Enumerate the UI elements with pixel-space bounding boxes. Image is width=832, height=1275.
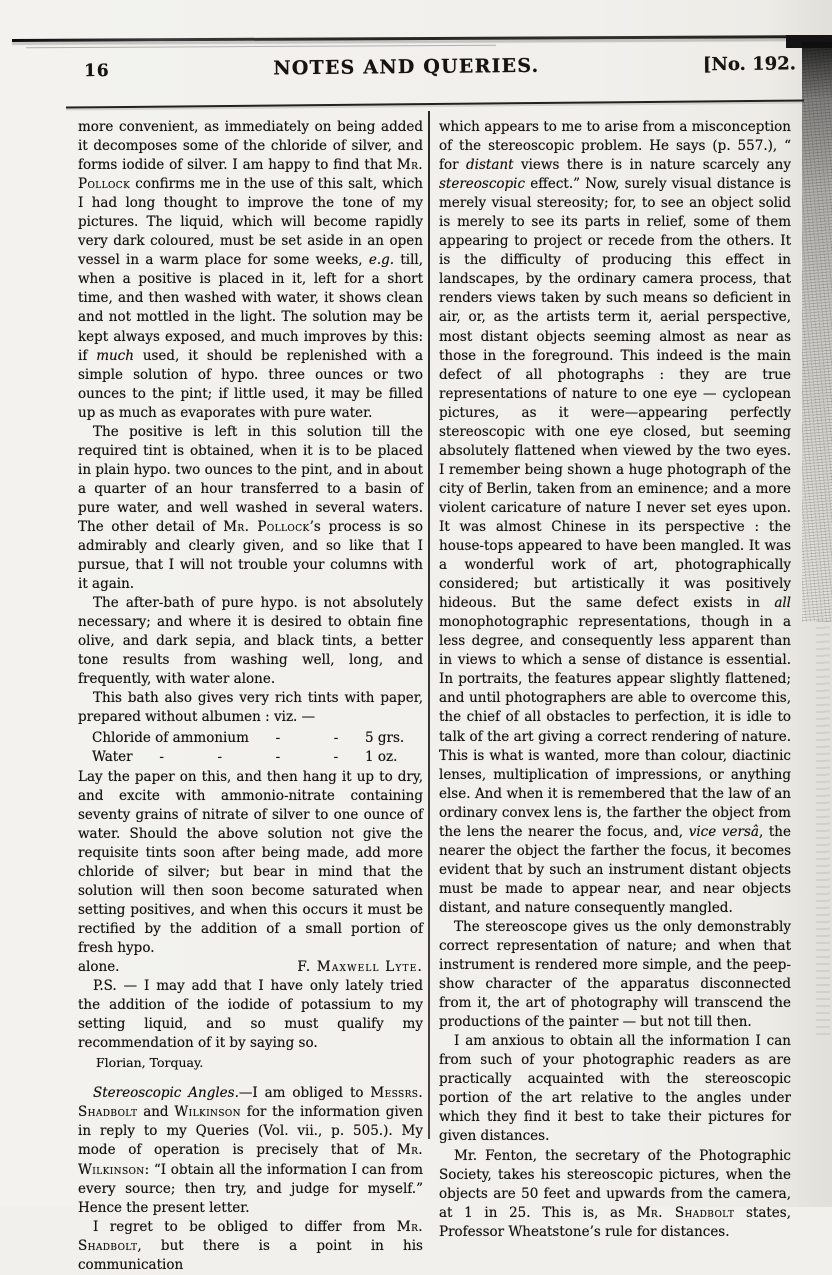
body-text: alone.	[78, 959, 120, 976]
signature-line	[78, 958, 423, 977]
italic-text: all	[774, 595, 791, 612]
paragraph	[439, 1147, 791, 1242]
body-text: which appears to me to arise from a misconception of the stereoscopic problem. He says (p. 557.), “ for	[439, 119, 791, 174]
paragraph	[439, 1032, 791, 1146]
paragraph	[78, 1218, 423, 1275]
smallcaps-name: Wilkinson	[174, 1104, 241, 1121]
header-rule	[66, 99, 804, 108]
newspaper-title: NOTES AND QUERIES.	[273, 54, 540, 80]
body-text: This bath also gives very rich tints with paper, prepared without albumen : viz. —	[78, 690, 423, 726]
ingredient-quantity: 1 oz.	[365, 748, 398, 765]
leader-dash: -	[333, 729, 339, 746]
paragraph	[78, 689, 423, 727]
body-text: till, when a positive is placed in it, left for a short time, and then washed with water, it shows clean and not mottled in the light. The solution may be kept always exposed, and much improves by this: if	[78, 252, 423, 364]
paragraph	[78, 768, 423, 958]
body-text: , but there is a point in his communication	[78, 1237, 423, 1273]
italic-text: distant	[466, 157, 514, 174]
italic-text: much	[96, 347, 134, 364]
leader-dash: -	[275, 748, 281, 765]
leader-dash: -	[275, 729, 281, 746]
body-text: Lay the paper on this, and then hang it up to dry, and excite with ammonio-nitrate containing seventy grains of nitrate of silver to one ounce of water. Should the above solution not give the requisite tints soon after being made, add more chloride of silver; but bear in mind that the solution will then soon become saturated when setting positives, and when this occurs it must be rectified by the addition of a small portion of fresh hypo.	[78, 768, 423, 957]
body-text: P.S. — I may add that I have only lately tried the addition of the iodide of potassium to my setting liquid, and so must qualify my recommendation of it by saying so.	[78, 978, 423, 1052]
body-text: states, Professor Wheatstone’s rule for distances.	[439, 1204, 792, 1240]
recipe-row	[92, 748, 421, 767]
page-number: 16	[83, 60, 110, 82]
paragraph	[439, 918, 791, 1032]
italic-text: stereoscopic	[439, 176, 526, 193]
column-left	[78, 118, 423, 1275]
smallcaps-name: Mr. Pollock	[78, 157, 423, 193]
smallcaps-name: Messrs. Shadbolt	[78, 1085, 424, 1121]
body-text: effect.” Now, surely visual distance is merely visual stereosity; for, to see an object solid is merely to see its parts in relief, some of them appearing to project or recede from the others. It is the difficulty of producing this effect in landscapes, by the ordinary camera process, that renders views taken by such means so deficient in air, or, as the artists term it, aerial perspective, most distant objects seeming almost as near as those in the foreground. This indeed is the main defect of all photographs : they are true representations of nature to one eye — cyclopean pictures, as it were—appearing perfectly stereoscopic with one eye closed, but seeming absolutely flattened when viewed by the two eyes. I remember being shown a huge photograph of the city of Berlin, taken from an eminence; and a more violent caricature of nature I never set eyes upon. It was almost Chinese in its perspective : the house-tops appeared to have been mangled. It was a wonderful work of art, photographically considered; but artistically it was positively hideous. But the same defect exists in	[439, 176, 791, 612]
body-text: I regret to be obliged to differ from	[93, 1218, 397, 1235]
body-text: The positive is left in this solution till the required tint is obtained, when it is to be placed in plain hypo. two ounces to the pint, and in about a quarter of an hour transferred to a basin of pure water, and well washed in several waters. The other detail of	[78, 423, 423, 535]
body-text: Mr. Fenton, the secretary of the Photographic Society, takes his stereoscopic pictures, when the objects are 50 feet and upwards from the camera, at 1 in 25. This is, as	[439, 1147, 791, 1221]
body-text: confirms me in the use of this salt, which I had long thought to improve the tone of my pictures. The liquid, which will become rapidly very dark coloured, must be set aside in an open vessel in a warm place for some weeks,	[78, 176, 423, 269]
scan-artifact-top-edge-faint	[26, 45, 496, 48]
paragraph	[78, 118, 423, 423]
body-text: monophotographic representations, though in a less degree, and consequently less apparent than in views to which a sense of distance is essential. In portraits, the features appear slightly flattened; and until photographers are able to overcome this, the chief of all obstacles to perfection, it is idle to talk of the art giving a correct rendering of nature. This is what is wanted, more than colour, diactinic lenses, multiplication of impressions, or anything else. And when it is remembered that the law of an ordinary convex lens is, the farther the object from the lens the nearer the focus, and,	[439, 614, 791, 840]
page-header	[0, 52, 832, 82]
body-text: views there is in nature scarcely any	[513, 157, 791, 174]
scan-artifact-gutter-speckle	[816, 620, 830, 1040]
paragraph	[78, 977, 423, 1053]
smallcaps-name: Mr. Pollock	[223, 518, 310, 535]
body-text: and	[137, 1104, 175, 1121]
paragraph	[78, 594, 423, 689]
scan-artifact-top-edge	[12, 35, 830, 42]
body-text: —I am obliged to	[238, 1085, 371, 1102]
italic-text: Stereoscopic Angles.	[93, 1085, 239, 1102]
issue-number: [No. 192.	[702, 53, 797, 76]
body-text: The after-bath of pure hypo. is not absolutely necessary; and where it is desired to obtain fine olive, and dark sepia, and black tints, a better tone results from washing well, long, and frequently, with water alone.	[78, 595, 423, 688]
paragraph	[439, 118, 791, 918]
body-text: I am anxious to obtain all the information I can from such of your photographic readers as are practically acquainted with the stereoscopic portion of the art relative to the angles under which they find it best to take their pictures for given distances.	[439, 1033, 791, 1145]
column-right	[439, 118, 791, 1275]
smallcaps-name: Mr. Shadbolt	[636, 1204, 735, 1221]
smallcaps-name: Mr. Wilkinson	[78, 1142, 423, 1178]
paragraph	[78, 423, 423, 594]
body-text: , the nearer the object the farther the focus, it becomes evident that by such an instrument distant objects must be made to appear near, and near objects distant, and nature consequently mangled.	[439, 823, 791, 916]
scan-artifact-gutter-shadow	[802, 42, 832, 622]
ingredient-name: Water	[92, 748, 133, 765]
paragraph	[78, 1084, 423, 1217]
body-text: for the information given in reply to my Queries (Vol. vii., p. 505.). My mode of operation is precisely that of	[78, 1104, 423, 1159]
italic-text: e.g.	[368, 252, 395, 269]
leader-dash: -	[333, 748, 339, 765]
text-columns	[78, 118, 791, 1275]
ingredient-name: Chloride of ammonium	[92, 729, 249, 746]
recipe-row	[92, 729, 421, 748]
italic-text: vice versâ	[688, 823, 759, 840]
body-text: The stereoscope gives us the only demonstrably correct representation of nature; and when that instrument is rendered more simple, and the peep-show character of the apparatus disconnected from it, the art of photography will transcend the productions of the painter — but not till then.	[439, 918, 791, 1031]
smallcaps-name: Mr. Shadbolt	[78, 1218, 423, 1254]
recipe-table	[92, 729, 421, 767]
ingredient-quantity: 5 grs.	[365, 729, 405, 746]
author-signature: F. Maxwell Lyte.	[297, 959, 423, 976]
leader-dash: -	[159, 748, 164, 765]
body-text: ’s process is so admirably and clearly given, and so like that I pursue, that I will not trouble your columns with it again.	[78, 518, 423, 593]
author-location: Florian, Torquay.	[96, 1055, 204, 1071]
leader-dash: -	[217, 748, 223, 765]
body-text: more convenient, as immediately on being added it decomposes some of the chloride of silver, and forms iodide of silver. I am happy to find that	[78, 119, 423, 174]
body-text: : “I obtain all the information I can from every source; then try, and judge for myself.” Hence the present letter.	[78, 1161, 423, 1216]
body-text: used, it should be replenished with a simple solution of hypo. three ounces or two ounces to the pint; if little used, it may be filled up as much as evaporates with pure water.	[78, 347, 424, 421]
